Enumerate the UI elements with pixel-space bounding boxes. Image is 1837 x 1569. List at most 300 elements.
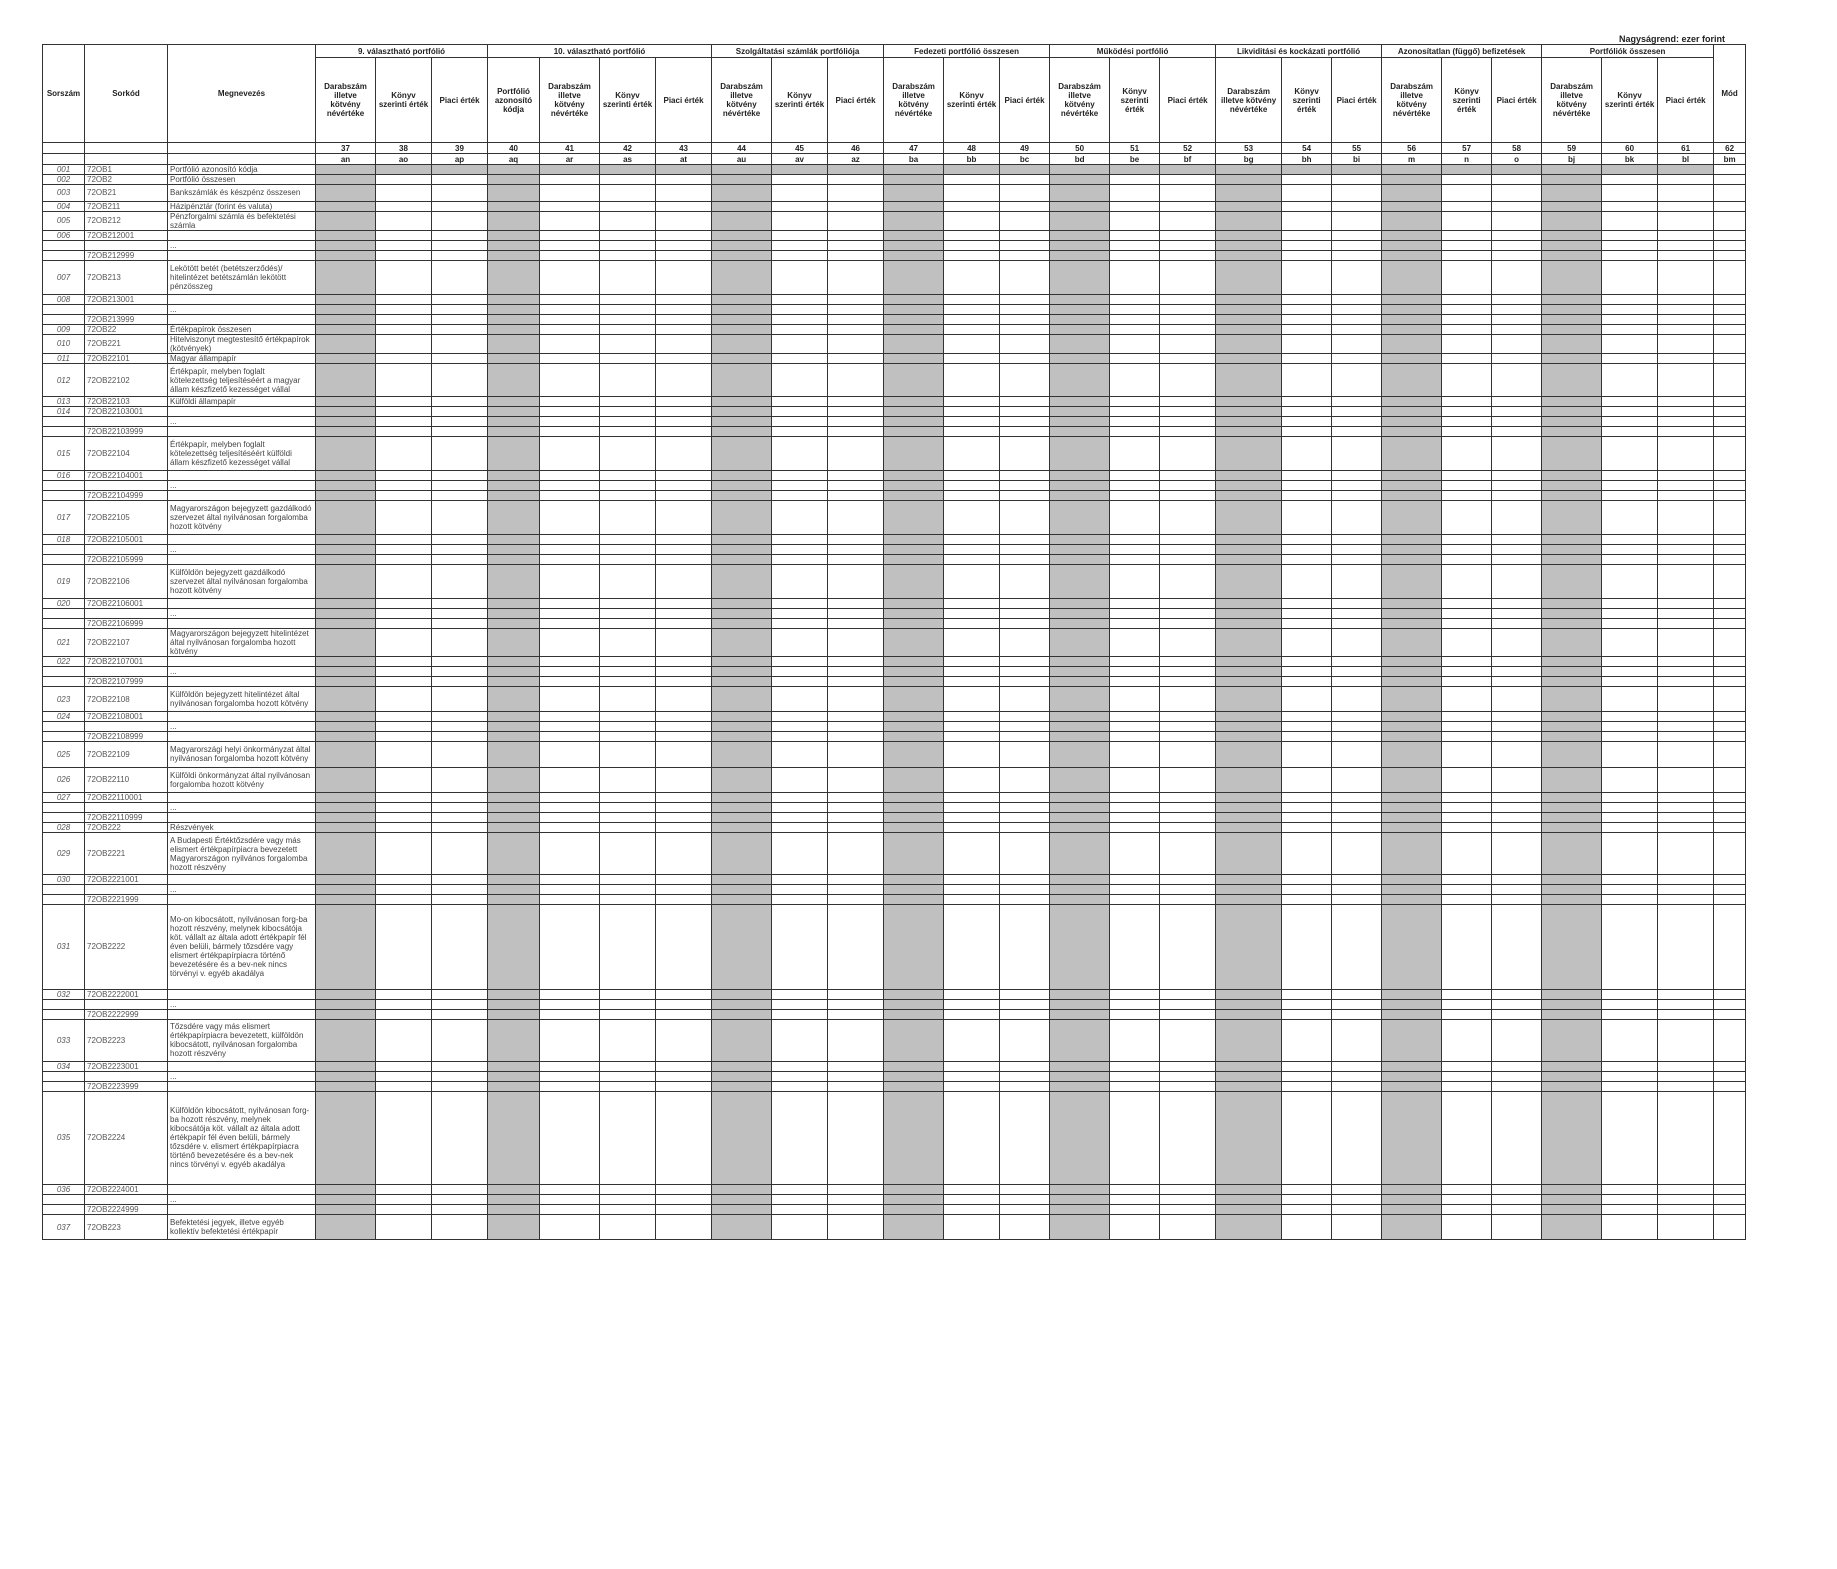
input-cell[interactable] bbox=[432, 885, 488, 895]
input-cell[interactable] bbox=[1282, 260, 1332, 294]
input-cell[interactable] bbox=[1332, 618, 1382, 628]
input-cell[interactable] bbox=[828, 175, 884, 185]
input-cell[interactable] bbox=[656, 240, 712, 250]
input-cell[interactable] bbox=[1492, 1204, 1542, 1214]
input-cell[interactable] bbox=[656, 175, 712, 185]
input-cell[interactable] bbox=[540, 1019, 600, 1061]
input-cell[interactable] bbox=[540, 1009, 600, 1019]
input-cell[interactable] bbox=[600, 211, 656, 230]
input-cell[interactable] bbox=[432, 1081, 488, 1091]
input-cell[interactable] bbox=[1442, 792, 1492, 802]
input-cell[interactable] bbox=[656, 822, 712, 832]
input-cell[interactable] bbox=[1282, 618, 1332, 628]
input-cell[interactable] bbox=[600, 417, 656, 427]
input-cell[interactable] bbox=[1110, 885, 1160, 895]
input-cell[interactable] bbox=[1602, 481, 1658, 491]
input-cell[interactable] bbox=[1602, 1194, 1658, 1204]
input-cell[interactable] bbox=[1442, 555, 1492, 565]
input-cell[interactable] bbox=[1602, 545, 1658, 555]
input-cell[interactable] bbox=[1714, 666, 1746, 676]
input-cell[interactable] bbox=[540, 363, 600, 397]
input-cell[interactable] bbox=[600, 628, 656, 656]
input-cell[interactable] bbox=[1602, 732, 1658, 742]
input-cell[interactable] bbox=[540, 1184, 600, 1194]
input-cell[interactable] bbox=[1442, 1214, 1492, 1239]
input-cell[interactable] bbox=[1602, 250, 1658, 260]
input-cell[interactable] bbox=[1332, 598, 1382, 608]
input-cell[interactable] bbox=[1602, 792, 1658, 802]
input-cell[interactable] bbox=[432, 565, 488, 599]
input-cell[interactable] bbox=[1160, 1091, 1216, 1184]
input-cell[interactable] bbox=[772, 742, 828, 767]
input-cell[interactable] bbox=[944, 555, 1000, 565]
input-cell[interactable] bbox=[1658, 1204, 1714, 1214]
input-cell[interactable] bbox=[1442, 481, 1492, 491]
input-cell[interactable] bbox=[1714, 565, 1746, 599]
input-cell[interactable] bbox=[772, 767, 828, 792]
input-cell[interactable] bbox=[1282, 722, 1332, 732]
input-cell[interactable] bbox=[376, 260, 432, 294]
input-cell[interactable] bbox=[656, 501, 712, 535]
input-cell[interactable] bbox=[376, 666, 432, 676]
input-cell[interactable] bbox=[1332, 722, 1382, 732]
input-cell[interactable] bbox=[828, 666, 884, 676]
input-cell[interactable] bbox=[1000, 437, 1050, 471]
input-cell[interactable] bbox=[828, 1091, 884, 1184]
input-cell[interactable] bbox=[540, 598, 600, 608]
input-cell[interactable] bbox=[1602, 334, 1658, 353]
input-cell[interactable] bbox=[1160, 712, 1216, 722]
input-cell[interactable] bbox=[656, 565, 712, 599]
input-cell[interactable] bbox=[656, 802, 712, 812]
input-cell[interactable] bbox=[600, 201, 656, 211]
input-cell[interactable] bbox=[1000, 397, 1050, 407]
input-cell[interactable] bbox=[828, 427, 884, 437]
input-cell[interactable] bbox=[1714, 1019, 1746, 1061]
input-cell[interactable] bbox=[376, 417, 432, 427]
input-cell[interactable] bbox=[1332, 608, 1382, 618]
input-cell[interactable] bbox=[1332, 481, 1382, 491]
input-cell[interactable] bbox=[600, 353, 656, 363]
input-cell[interactable] bbox=[656, 201, 712, 211]
input-cell[interactable] bbox=[1160, 427, 1216, 437]
input-cell[interactable] bbox=[656, 676, 712, 686]
input-cell[interactable] bbox=[656, 1081, 712, 1091]
input-cell[interactable] bbox=[432, 1194, 488, 1204]
input-cell[interactable] bbox=[540, 822, 600, 832]
input-cell[interactable] bbox=[1332, 294, 1382, 304]
input-cell[interactable] bbox=[600, 895, 656, 905]
input-cell[interactable] bbox=[1110, 999, 1160, 1009]
input-cell[interactable] bbox=[1000, 767, 1050, 792]
input-cell[interactable] bbox=[432, 294, 488, 304]
input-cell[interactable] bbox=[540, 1091, 600, 1184]
input-cell[interactable] bbox=[376, 999, 432, 1009]
input-cell[interactable] bbox=[1714, 1081, 1746, 1091]
input-cell[interactable] bbox=[1282, 989, 1332, 999]
input-cell[interactable] bbox=[656, 1019, 712, 1061]
input-cell[interactable] bbox=[1658, 334, 1714, 353]
input-cell[interactable] bbox=[1110, 334, 1160, 353]
input-cell[interactable] bbox=[944, 1214, 1000, 1239]
input-cell[interactable] bbox=[1332, 676, 1382, 686]
input-cell[interactable] bbox=[1714, 491, 1746, 501]
input-cell[interactable] bbox=[600, 363, 656, 397]
input-cell[interactable] bbox=[1492, 260, 1542, 294]
input-cell[interactable] bbox=[656, 304, 712, 314]
input-cell[interactable] bbox=[1110, 555, 1160, 565]
input-cell[interactable] bbox=[828, 1081, 884, 1091]
input-cell[interactable] bbox=[828, 491, 884, 501]
input-cell[interactable] bbox=[1000, 1091, 1050, 1184]
input-cell[interactable] bbox=[656, 1194, 712, 1204]
input-cell[interactable] bbox=[828, 407, 884, 417]
input-cell[interactable] bbox=[1000, 608, 1050, 618]
input-cell[interactable] bbox=[1658, 608, 1714, 618]
input-cell[interactable] bbox=[1442, 722, 1492, 732]
input-cell[interactable] bbox=[600, 608, 656, 618]
input-cell[interactable] bbox=[944, 732, 1000, 742]
input-cell[interactable] bbox=[376, 608, 432, 618]
input-cell[interactable] bbox=[432, 230, 488, 240]
input-cell[interactable] bbox=[1160, 491, 1216, 501]
input-cell[interactable] bbox=[1602, 742, 1658, 767]
input-cell[interactable] bbox=[828, 304, 884, 314]
input-cell[interactable] bbox=[1282, 1214, 1332, 1239]
input-cell[interactable] bbox=[432, 535, 488, 545]
input-cell[interactable] bbox=[376, 598, 432, 608]
input-cell[interactable] bbox=[376, 686, 432, 711]
input-cell[interactable] bbox=[376, 1081, 432, 1091]
input-cell[interactable] bbox=[540, 885, 600, 895]
input-cell[interactable] bbox=[772, 905, 828, 990]
input-cell[interactable] bbox=[376, 732, 432, 742]
input-cell[interactable] bbox=[1658, 885, 1714, 895]
input-cell[interactable] bbox=[1000, 1204, 1050, 1214]
input-cell[interactable] bbox=[828, 397, 884, 407]
input-cell[interactable] bbox=[1110, 535, 1160, 545]
input-cell[interactable] bbox=[540, 407, 600, 417]
input-cell[interactable] bbox=[1658, 1009, 1714, 1019]
input-cell[interactable] bbox=[1160, 608, 1216, 618]
input-cell[interactable] bbox=[1442, 802, 1492, 812]
input-cell[interactable] bbox=[376, 304, 432, 314]
input-cell[interactable] bbox=[1714, 812, 1746, 822]
input-cell[interactable] bbox=[1714, 618, 1746, 628]
input-cell[interactable] bbox=[540, 260, 600, 294]
input-cell[interactable] bbox=[1658, 875, 1714, 885]
input-cell[interactable] bbox=[1492, 656, 1542, 666]
input-cell[interactable] bbox=[1492, 712, 1542, 722]
input-cell[interactable] bbox=[600, 812, 656, 822]
input-cell[interactable] bbox=[432, 686, 488, 711]
input-cell[interactable] bbox=[1282, 608, 1332, 618]
input-cell[interactable] bbox=[1714, 608, 1746, 618]
input-cell[interactable] bbox=[1714, 201, 1746, 211]
input-cell[interactable] bbox=[1492, 565, 1542, 599]
input-cell[interactable] bbox=[1000, 471, 1050, 481]
input-cell[interactable] bbox=[540, 732, 600, 742]
input-cell[interactable] bbox=[944, 989, 1000, 999]
input-cell[interactable] bbox=[828, 294, 884, 304]
input-cell[interactable] bbox=[1492, 175, 1542, 185]
input-cell[interactable] bbox=[772, 1194, 828, 1204]
input-cell[interactable] bbox=[1282, 417, 1332, 427]
input-cell[interactable] bbox=[376, 230, 432, 240]
input-cell[interactable] bbox=[540, 666, 600, 676]
input-cell[interactable] bbox=[1110, 618, 1160, 628]
input-cell[interactable] bbox=[1442, 501, 1492, 535]
input-cell[interactable] bbox=[1110, 1061, 1160, 1071]
input-cell[interactable] bbox=[1000, 676, 1050, 686]
input-cell[interactable] bbox=[944, 999, 1000, 1009]
input-cell[interactable] bbox=[600, 1204, 656, 1214]
input-cell[interactable] bbox=[1160, 676, 1216, 686]
input-cell[interactable] bbox=[1282, 1009, 1332, 1019]
input-cell[interactable] bbox=[1492, 1061, 1542, 1071]
input-cell[interactable] bbox=[772, 294, 828, 304]
input-cell[interactable] bbox=[1282, 875, 1332, 885]
input-cell[interactable] bbox=[1110, 565, 1160, 599]
input-cell[interactable] bbox=[1110, 905, 1160, 990]
input-cell[interactable] bbox=[1714, 304, 1746, 314]
input-cell[interactable] bbox=[1442, 1061, 1492, 1071]
input-cell[interactable] bbox=[1602, 491, 1658, 501]
input-cell[interactable] bbox=[1160, 501, 1216, 535]
input-cell[interactable] bbox=[772, 555, 828, 565]
input-cell[interactable] bbox=[1160, 535, 1216, 545]
input-cell[interactable] bbox=[1714, 324, 1746, 334]
input-cell[interactable] bbox=[600, 240, 656, 250]
input-cell[interactable] bbox=[1282, 334, 1332, 353]
input-cell[interactable] bbox=[376, 363, 432, 397]
input-cell[interactable] bbox=[600, 1071, 656, 1081]
input-cell[interactable] bbox=[1160, 885, 1216, 895]
input-cell[interactable] bbox=[432, 822, 488, 832]
input-cell[interactable] bbox=[600, 905, 656, 990]
input-cell[interactable] bbox=[1000, 1061, 1050, 1071]
input-cell[interactable] bbox=[1000, 175, 1050, 185]
input-cell[interactable] bbox=[828, 1019, 884, 1061]
input-cell[interactable] bbox=[1000, 501, 1050, 535]
input-cell[interactable] bbox=[1160, 875, 1216, 885]
input-cell[interactable] bbox=[600, 1081, 656, 1091]
input-cell[interactable] bbox=[944, 407, 1000, 417]
input-cell[interactable] bbox=[828, 905, 884, 990]
input-cell[interactable] bbox=[1602, 363, 1658, 397]
input-cell[interactable] bbox=[772, 1061, 828, 1071]
input-cell[interactable] bbox=[1332, 240, 1382, 250]
input-cell[interactable] bbox=[1658, 822, 1714, 832]
input-cell[interactable] bbox=[540, 201, 600, 211]
input-cell[interactable] bbox=[1282, 535, 1332, 545]
input-cell[interactable] bbox=[1658, 712, 1714, 722]
input-cell[interactable] bbox=[1000, 363, 1050, 397]
input-cell[interactable] bbox=[944, 294, 1000, 304]
input-cell[interactable] bbox=[656, 417, 712, 427]
input-cell[interactable] bbox=[1442, 812, 1492, 822]
input-cell[interactable] bbox=[656, 812, 712, 822]
input-cell[interactable] bbox=[432, 545, 488, 555]
input-cell[interactable] bbox=[600, 565, 656, 599]
input-cell[interactable] bbox=[1602, 324, 1658, 334]
input-cell[interactable] bbox=[376, 905, 432, 990]
input-cell[interactable] bbox=[1442, 397, 1492, 407]
input-cell[interactable] bbox=[1442, 491, 1492, 501]
input-cell[interactable] bbox=[1442, 1081, 1492, 1091]
input-cell[interactable] bbox=[1442, 618, 1492, 628]
input-cell[interactable] bbox=[432, 471, 488, 481]
input-cell[interactable] bbox=[540, 989, 600, 999]
input-cell[interactable] bbox=[540, 628, 600, 656]
input-cell[interactable] bbox=[600, 1091, 656, 1184]
input-cell[interactable] bbox=[1160, 260, 1216, 294]
input-cell[interactable] bbox=[1000, 334, 1050, 353]
input-cell[interactable] bbox=[540, 676, 600, 686]
input-cell[interactable] bbox=[600, 802, 656, 812]
input-cell[interactable] bbox=[1658, 742, 1714, 767]
input-cell[interactable] bbox=[772, 491, 828, 501]
input-cell[interactable] bbox=[1110, 875, 1160, 885]
input-cell[interactable] bbox=[1160, 545, 1216, 555]
input-cell[interactable] bbox=[1000, 250, 1050, 260]
input-cell[interactable] bbox=[1110, 471, 1160, 481]
input-cell[interactable] bbox=[1492, 353, 1542, 363]
input-cell[interactable] bbox=[1442, 895, 1492, 905]
input-cell[interactable] bbox=[600, 722, 656, 732]
input-cell[interactable] bbox=[828, 437, 884, 471]
input-cell[interactable] bbox=[944, 501, 1000, 535]
input-cell[interactable] bbox=[1442, 1091, 1492, 1184]
input-cell[interactable] bbox=[600, 885, 656, 895]
input-cell[interactable] bbox=[944, 1009, 1000, 1019]
input-cell[interactable] bbox=[1492, 1071, 1542, 1081]
input-cell[interactable] bbox=[432, 666, 488, 676]
input-cell[interactable] bbox=[1160, 742, 1216, 767]
input-cell[interactable] bbox=[1000, 565, 1050, 599]
input-cell[interactable] bbox=[376, 895, 432, 905]
input-cell[interactable] bbox=[1442, 628, 1492, 656]
input-cell[interactable] bbox=[1658, 722, 1714, 732]
input-cell[interactable] bbox=[772, 1214, 828, 1239]
input-cell[interactable] bbox=[772, 230, 828, 240]
input-cell[interactable] bbox=[1658, 598, 1714, 608]
input-cell[interactable] bbox=[1442, 767, 1492, 792]
input-cell[interactable] bbox=[1602, 1214, 1658, 1239]
input-cell[interactable] bbox=[1658, 1061, 1714, 1071]
input-cell[interactable] bbox=[828, 628, 884, 656]
input-cell[interactable] bbox=[540, 1081, 600, 1091]
input-cell[interactable] bbox=[432, 1184, 488, 1194]
input-cell[interactable] bbox=[772, 875, 828, 885]
input-cell[interactable] bbox=[1110, 407, 1160, 417]
input-cell[interactable] bbox=[1714, 999, 1746, 1009]
input-cell[interactable] bbox=[540, 545, 600, 555]
input-cell[interactable] bbox=[1602, 260, 1658, 294]
input-cell[interactable] bbox=[1714, 427, 1746, 437]
input-cell[interactable] bbox=[944, 822, 1000, 832]
input-cell[interactable] bbox=[1160, 1214, 1216, 1239]
input-cell[interactable] bbox=[1282, 565, 1332, 599]
input-cell[interactable] bbox=[600, 618, 656, 628]
input-cell[interactable] bbox=[1110, 201, 1160, 211]
input-cell[interactable] bbox=[1602, 230, 1658, 240]
input-cell[interactable] bbox=[1492, 989, 1542, 999]
input-cell[interactable] bbox=[772, 676, 828, 686]
input-cell[interactable] bbox=[376, 767, 432, 792]
input-cell[interactable] bbox=[772, 666, 828, 676]
input-cell[interactable] bbox=[828, 353, 884, 363]
input-cell[interactable] bbox=[540, 491, 600, 501]
input-cell[interactable] bbox=[1110, 628, 1160, 656]
input-cell[interactable] bbox=[1658, 363, 1714, 397]
input-cell[interactable] bbox=[656, 260, 712, 294]
input-cell[interactable] bbox=[1492, 1009, 1542, 1019]
input-cell[interactable] bbox=[1602, 905, 1658, 990]
input-cell[interactable] bbox=[376, 471, 432, 481]
input-cell[interactable] bbox=[944, 608, 1000, 618]
input-cell[interactable] bbox=[1282, 250, 1332, 260]
input-cell[interactable] bbox=[1602, 895, 1658, 905]
input-cell[interactable] bbox=[540, 397, 600, 407]
input-cell[interactable] bbox=[944, 545, 1000, 555]
input-cell[interactable] bbox=[1714, 250, 1746, 260]
input-cell[interactable] bbox=[1160, 175, 1216, 185]
input-cell[interactable] bbox=[1000, 628, 1050, 656]
input-cell[interactable] bbox=[600, 501, 656, 535]
input-cell[interactable] bbox=[828, 1061, 884, 1071]
input-cell[interactable] bbox=[1602, 598, 1658, 608]
input-cell[interactable] bbox=[1000, 989, 1050, 999]
input-cell[interactable] bbox=[1110, 1019, 1160, 1061]
input-cell[interactable] bbox=[1282, 545, 1332, 555]
input-cell[interactable] bbox=[1282, 407, 1332, 417]
input-cell[interactable] bbox=[1282, 628, 1332, 656]
input-cell[interactable] bbox=[944, 353, 1000, 363]
input-cell[interactable] bbox=[432, 324, 488, 334]
input-cell[interactable] bbox=[1282, 397, 1332, 407]
input-cell[interactable] bbox=[1000, 417, 1050, 427]
input-cell[interactable] bbox=[1442, 353, 1492, 363]
input-cell[interactable] bbox=[432, 832, 488, 874]
input-cell[interactable] bbox=[1160, 1009, 1216, 1019]
input-cell[interactable] bbox=[1442, 598, 1492, 608]
input-cell[interactable] bbox=[1492, 832, 1542, 874]
input-cell[interactable] bbox=[376, 535, 432, 545]
input-cell[interactable] bbox=[1332, 1194, 1382, 1204]
input-cell[interactable] bbox=[1282, 201, 1332, 211]
input-cell[interactable] bbox=[1602, 1184, 1658, 1194]
input-cell[interactable] bbox=[1658, 185, 1714, 202]
input-cell[interactable] bbox=[1492, 608, 1542, 618]
input-cell[interactable] bbox=[1282, 1019, 1332, 1061]
input-cell[interactable] bbox=[1000, 1071, 1050, 1081]
input-cell[interactable] bbox=[944, 304, 1000, 314]
input-cell[interactable] bbox=[1000, 1194, 1050, 1204]
input-cell[interactable] bbox=[944, 875, 1000, 885]
input-cell[interactable] bbox=[772, 353, 828, 363]
input-cell[interactable] bbox=[376, 742, 432, 767]
input-cell[interactable] bbox=[1000, 407, 1050, 417]
input-cell[interactable] bbox=[772, 240, 828, 250]
input-cell[interactable] bbox=[1658, 545, 1714, 555]
input-cell[interactable] bbox=[1602, 1061, 1658, 1071]
input-cell[interactable] bbox=[1658, 555, 1714, 565]
input-cell[interactable] bbox=[540, 565, 600, 599]
input-cell[interactable] bbox=[656, 353, 712, 363]
input-cell[interactable] bbox=[1282, 905, 1332, 990]
input-cell[interactable] bbox=[1602, 1019, 1658, 1061]
